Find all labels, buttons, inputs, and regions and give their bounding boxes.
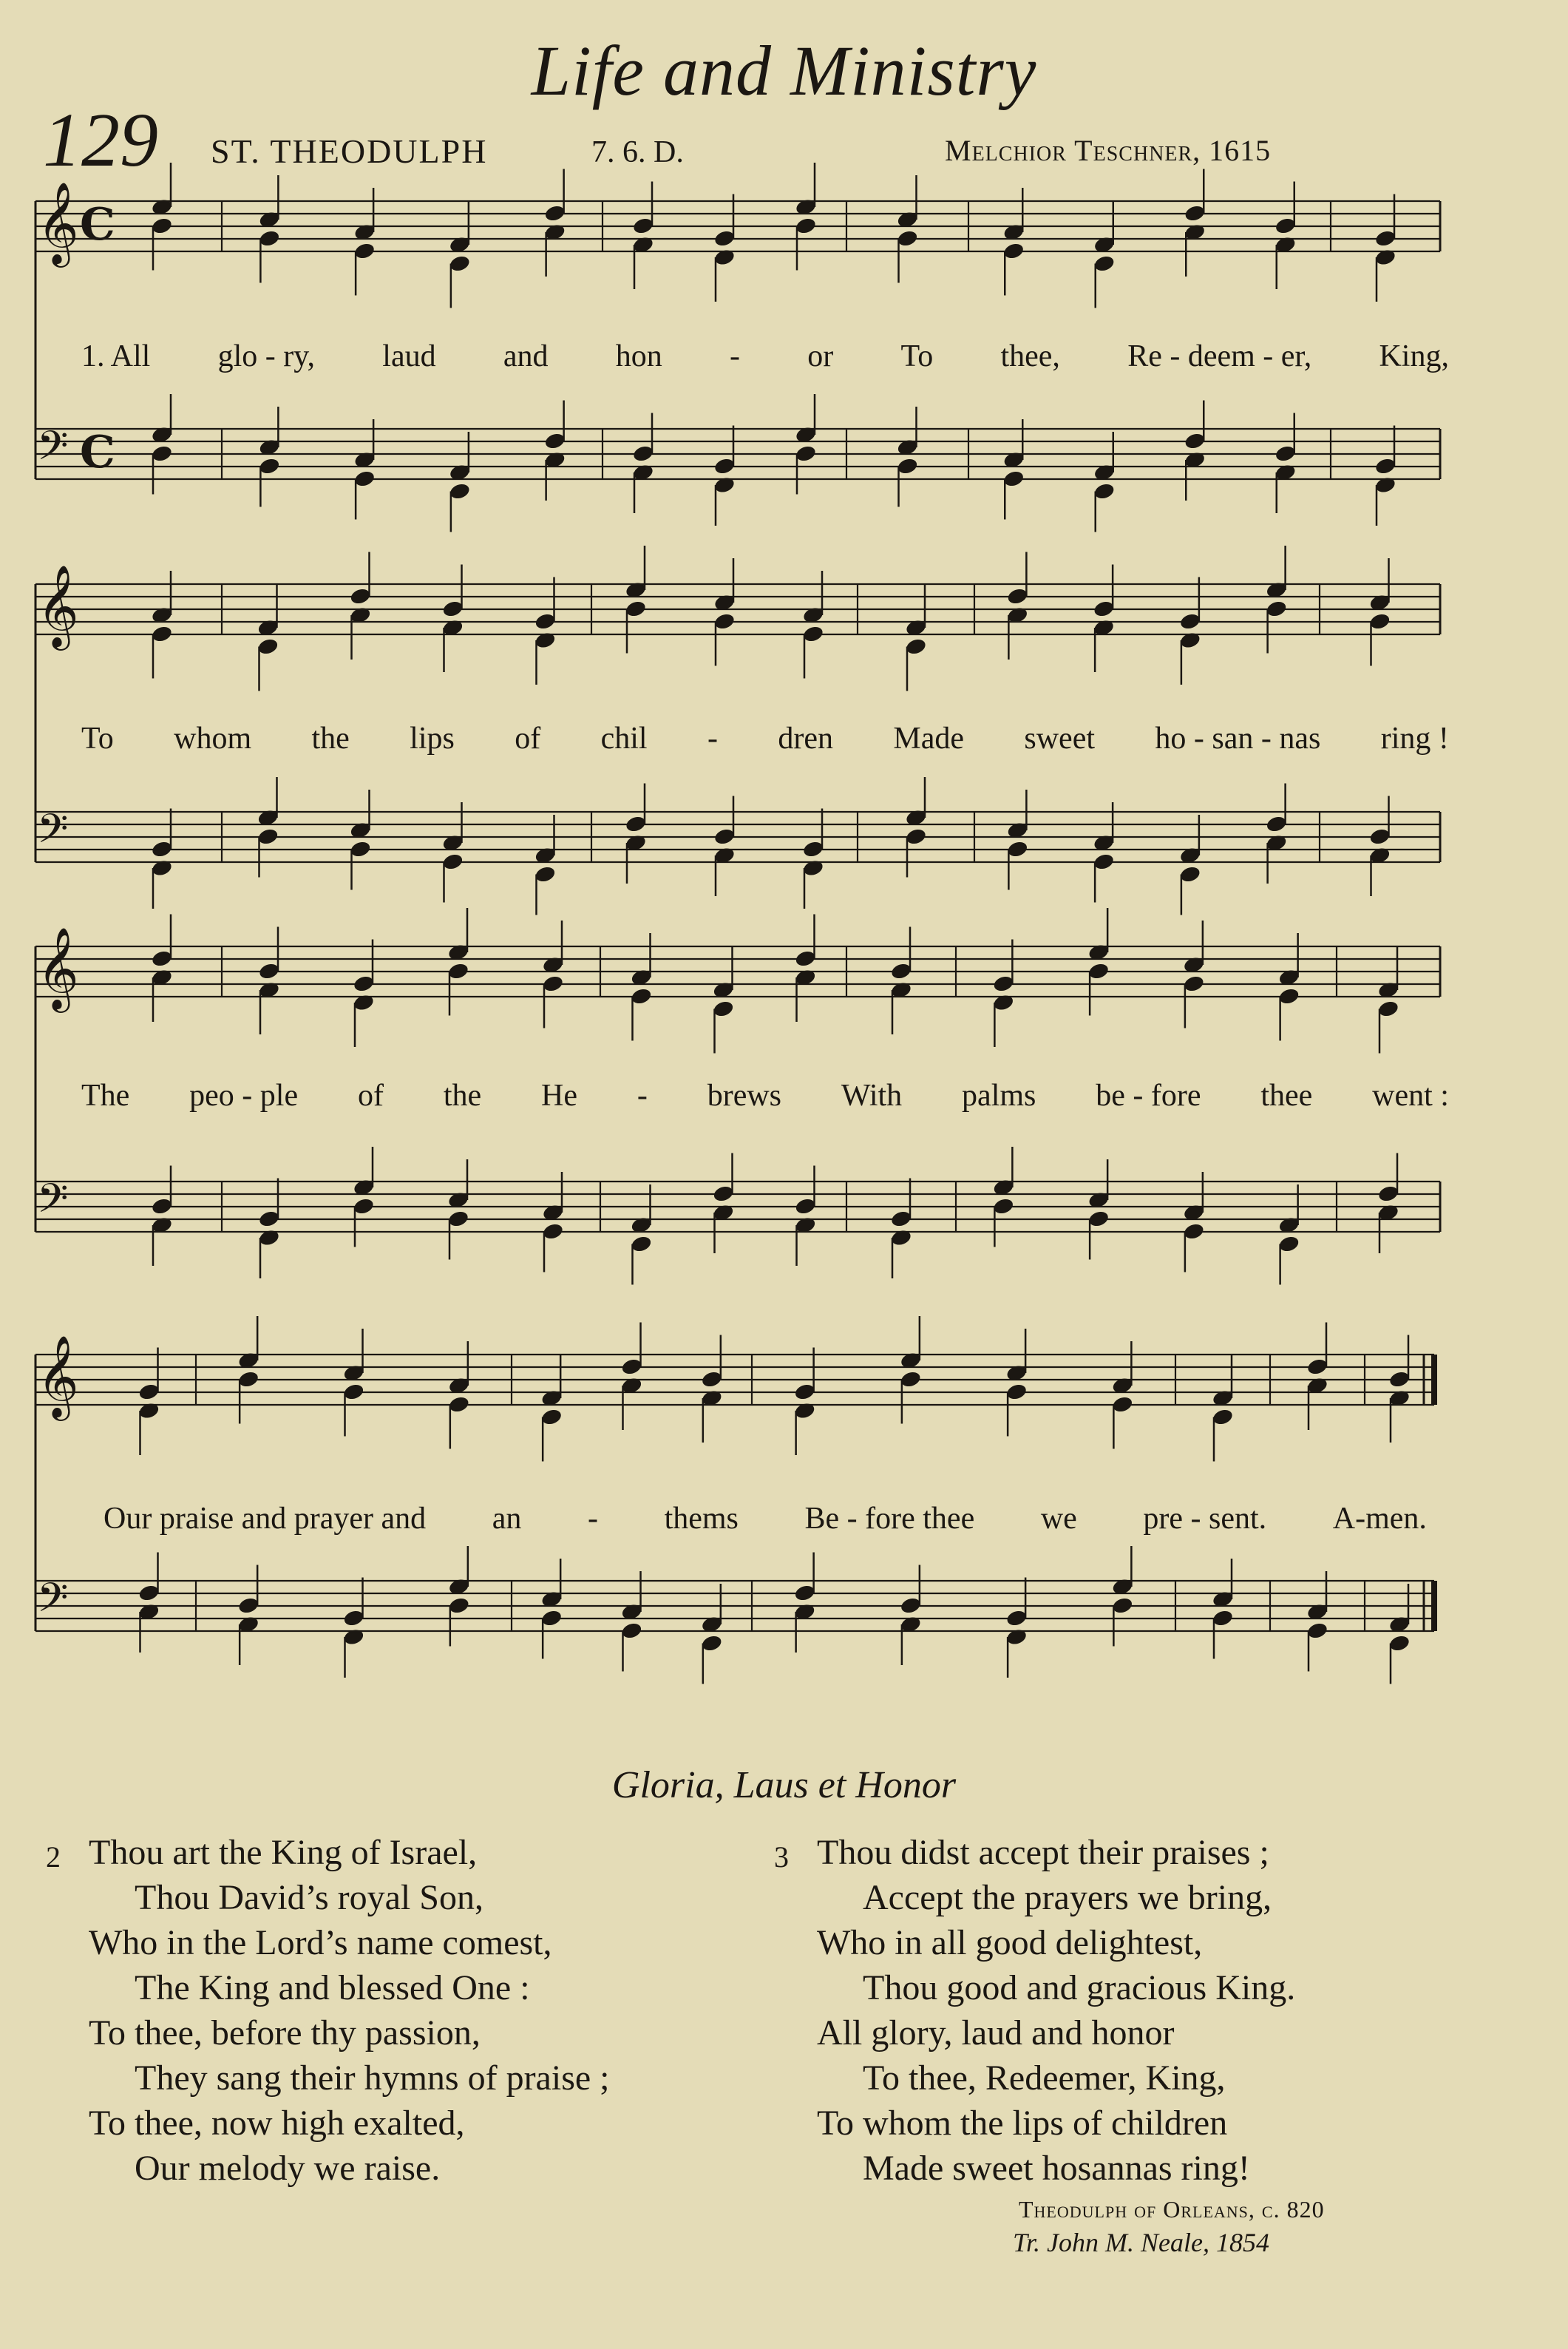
note-head <box>349 587 372 606</box>
treble-clef-icon: 𝄞 <box>37 1335 79 1417</box>
note-head <box>353 974 376 994</box>
note-head <box>793 1383 816 1402</box>
note-head <box>151 625 174 644</box>
lyric-syllable: - <box>637 1079 648 1113</box>
note-head <box>1184 432 1206 451</box>
credit-translator: Tr. John M. Neale, 1854 <box>1013 2228 1269 2257</box>
stanza-line: To thee, now high exalted, <box>89 2104 465 2143</box>
note-head <box>1002 242 1025 261</box>
note-head <box>890 1210 913 1229</box>
note-head <box>1093 853 1116 872</box>
hymn-number: 129 <box>43 98 158 183</box>
note-head <box>449 254 472 274</box>
note-head <box>534 612 557 631</box>
lyric-syllable: Our praise and prayer and <box>103 1502 427 1536</box>
note-head <box>1179 612 1202 631</box>
note-head <box>625 600 648 619</box>
note-head <box>1183 1222 1206 1241</box>
lyric-syllable: ho - san - nas <box>1155 722 1321 756</box>
note-head <box>1093 254 1116 274</box>
note-head <box>543 204 566 223</box>
stanza-line: Who in the Lord’s name comest, <box>89 1923 552 1962</box>
note-head <box>542 974 565 994</box>
note-head <box>1005 1383 1028 1402</box>
lyric-syllable: the <box>443 1079 482 1113</box>
note-head <box>258 962 281 981</box>
note-head <box>1368 612 1391 631</box>
note-head <box>1374 457 1397 476</box>
note-head <box>1377 1000 1400 1019</box>
note-head <box>1368 827 1391 847</box>
lyric-syllable: thee <box>1260 1079 1313 1113</box>
lyric-syllable: be - fore <box>1096 1079 1201 1113</box>
lyric-syllable: 1. All <box>81 339 151 373</box>
note-head <box>900 1596 923 1616</box>
lyric-line-1 <box>81 339 1449 374</box>
lyric-syllable: The <box>81 1079 130 1113</box>
note-head <box>447 962 470 981</box>
note-head <box>1006 587 1029 606</box>
note-head <box>632 444 655 464</box>
note-head <box>625 815 648 834</box>
lyric-syllable: whom <box>174 722 252 756</box>
note-head <box>540 1408 563 1427</box>
stanza-2 <box>46 1830 610 2191</box>
lyric-syllable: palms <box>962 1079 1036 1113</box>
note-head <box>712 1184 735 1204</box>
note-head <box>1212 1609 1235 1628</box>
bass-clef-icon: 𝄢 <box>37 422 69 479</box>
note-head <box>620 1621 643 1641</box>
common-time-icon: C <box>80 199 115 251</box>
lyric-syllable: of <box>357 1079 384 1113</box>
note-head <box>713 612 736 631</box>
note-head <box>1087 1210 1110 1229</box>
note-head <box>441 853 464 872</box>
lyric-syllable: Be - fore thee <box>804 1502 975 1536</box>
note-head <box>900 1370 923 1389</box>
note-head <box>151 444 174 464</box>
stanza-line: Made sweet hosannas ring! <box>863 2149 1250 2188</box>
lyric-syllable: A-men. <box>1332 1502 1427 1536</box>
note-head <box>258 1210 281 1229</box>
stanza-3 <box>774 1830 1296 2191</box>
lyric-syllable: - <box>730 339 740 373</box>
lyric-syllable: of <box>515 722 541 756</box>
lyric-syllable: King, <box>1379 339 1449 373</box>
lyric-line-4 <box>103 1501 1427 1536</box>
note-head <box>543 432 566 451</box>
lyric-line-3 <box>81 1078 1449 1114</box>
stanza-line: All glory, laud and honor <box>817 2013 1175 2053</box>
note-head <box>992 974 1015 994</box>
lyric-syllable: glo - ry, <box>217 339 316 373</box>
credit-author: Theodulph of Orleans, c. 820 <box>1019 2196 1325 2223</box>
stanza-line: Accept the prayers we bring, <box>863 1878 1272 1917</box>
note-head <box>1277 1235 1300 1254</box>
note-head <box>534 865 557 884</box>
note-head <box>896 229 919 248</box>
note-head <box>449 482 472 501</box>
note-head <box>1374 229 1397 248</box>
stanza-line: Who in all good delightest, <box>817 1923 1203 1962</box>
note-head <box>713 827 736 847</box>
stanza-line: The King and blessed One : <box>135 1968 530 2007</box>
page-title: Life and Ministry <box>531 31 1037 110</box>
note-head <box>905 827 928 847</box>
stanza-line: They sang their hymns of praise ; <box>135 2058 610 2098</box>
note-head <box>1111 1596 1134 1616</box>
bass-clef-icon: 𝄢 <box>37 1175 69 1232</box>
note-head <box>795 444 818 464</box>
note-head <box>1184 204 1206 223</box>
lyric-syllable: To <box>900 339 934 373</box>
note-head <box>448 1596 471 1616</box>
note-head <box>713 229 736 248</box>
note-head <box>794 949 817 969</box>
lyric-syllable: thee, <box>1000 339 1060 373</box>
lyric-syllable: peo - ple <box>189 1079 299 1113</box>
note-head <box>1002 470 1025 489</box>
stanza-line: Thou good and gracious King. <box>863 1968 1296 2007</box>
stanza-line: Thou didst accept their praises ; <box>817 1833 1269 1872</box>
note-head <box>1274 444 1297 464</box>
note-head <box>1183 974 1206 994</box>
bass-clef-icon: 𝄢 <box>37 805 69 862</box>
note-head <box>1179 865 1202 884</box>
stanza-line: To thee, Redeemer, King, <box>863 2058 1226 2098</box>
treble-clef-icon: 𝄞 <box>37 926 79 1009</box>
note-head <box>257 637 279 657</box>
note-head <box>151 1197 174 1216</box>
note-head <box>1111 1395 1134 1414</box>
note-head <box>237 1370 260 1389</box>
note-head <box>237 1596 260 1616</box>
lyric-syllable: chil <box>600 722 648 756</box>
hymn-latin-title: Gloria, Laus et Honor <box>611 1764 957 1806</box>
note-head <box>905 637 928 657</box>
note-head <box>701 1370 724 1389</box>
lyric-syllable: went : <box>1372 1079 1449 1113</box>
lyric-syllable: To <box>81 722 114 756</box>
note-head <box>257 827 279 847</box>
note-head <box>1277 987 1300 1006</box>
note-head <box>342 1609 365 1628</box>
note-head <box>441 600 464 619</box>
stanza-number: 2 <box>46 1840 61 1874</box>
note-head <box>1377 1184 1400 1204</box>
note-head <box>1093 482 1116 501</box>
note-head <box>258 229 281 248</box>
lyric-syllable: Made <box>893 722 964 756</box>
lyric-syllable: Re - deem - er, <box>1127 339 1312 373</box>
note-head <box>1212 1408 1235 1427</box>
lyric-syllable: He <box>541 1079 577 1113</box>
stanza-line: Thou David’s royal Son, <box>135 1878 483 1917</box>
note-head <box>802 625 825 644</box>
lyric-syllable: With <box>841 1079 903 1113</box>
note-head <box>353 470 376 489</box>
note-head <box>794 1197 817 1216</box>
tune-name: ST. THEODULPH <box>211 132 488 170</box>
note-head <box>540 1609 563 1628</box>
lyric-syllable: lips <box>410 722 455 756</box>
note-head <box>632 217 655 236</box>
lyric-syllable: pre - sent. <box>1143 1502 1267 1536</box>
note-head <box>1388 1370 1411 1389</box>
note-head <box>349 840 372 859</box>
treble-clef-icon: 𝄞 <box>37 181 79 264</box>
note-head <box>447 1210 470 1229</box>
note-head <box>890 962 913 981</box>
note-head <box>1388 1634 1411 1653</box>
common-time-icon: C <box>80 427 115 478</box>
stanza-line: Our melody we raise. <box>135 2149 441 2188</box>
note-head <box>713 457 736 476</box>
note-head <box>138 1584 160 1603</box>
note-head <box>258 457 281 476</box>
note-head <box>620 1357 643 1377</box>
lyric-syllable: we <box>1040 1502 1077 1536</box>
note-head <box>448 1395 471 1414</box>
stanza-line: To thee, before thy passion, <box>89 2013 481 2053</box>
lyric-line-2 <box>81 721 1449 756</box>
note-head <box>712 1000 735 1019</box>
lyric-syllable: ring ! <box>1380 722 1449 756</box>
lyric-syllable: sweet <box>1024 722 1096 756</box>
treble-clef-icon: 𝄞 <box>37 564 79 647</box>
note-head <box>138 1383 160 1402</box>
lyric-syllable: or <box>807 339 834 373</box>
note-head <box>1265 815 1288 834</box>
note-head <box>151 949 174 969</box>
lyric-syllable: brews <box>707 1079 782 1113</box>
note-head <box>1006 840 1029 859</box>
lyric-syllable: dren <box>778 722 833 756</box>
note-head <box>992 1197 1015 1216</box>
lyric-syllable: hon <box>615 339 662 373</box>
lyric-syllable: laud <box>382 339 436 373</box>
lyric-syllable: - <box>707 722 718 756</box>
note-head <box>353 242 376 261</box>
note-head <box>630 1235 653 1254</box>
stanza-number: 3 <box>774 1840 789 1874</box>
note-head <box>1265 600 1288 619</box>
note-head <box>353 1197 376 1216</box>
note-head <box>1093 600 1116 619</box>
note-head <box>795 217 818 236</box>
lyric-syllable: and <box>503 339 549 373</box>
stanza-line: To whom the lips of children <box>817 2104 1228 2143</box>
note-head <box>1087 962 1110 981</box>
note-head <box>802 840 825 859</box>
lyric-syllable: thems <box>664 1502 739 1536</box>
note-head <box>1306 1357 1329 1377</box>
note-head <box>151 840 174 859</box>
note-head <box>630 987 653 1006</box>
note-head <box>701 1634 724 1653</box>
note-head <box>151 217 174 236</box>
lyric-syllable: - <box>587 1502 598 1536</box>
meter: 7. 6. D. <box>591 135 684 169</box>
lyric-syllable: an <box>492 1502 522 1536</box>
note-head <box>1005 1609 1028 1628</box>
bass-clef-icon: 𝄢 <box>37 1574 69 1631</box>
note-head <box>1306 1621 1329 1641</box>
note-head <box>793 1584 816 1603</box>
note-head <box>342 1383 365 1402</box>
note-head <box>1274 217 1297 236</box>
note-head <box>896 457 919 476</box>
note-head <box>542 1222 565 1241</box>
lyric-syllable: the <box>311 722 350 756</box>
stanza-line: Thou art the King of Israel, <box>89 1833 478 1872</box>
composer: Melchior Teschner, 1615 <box>945 134 1272 167</box>
